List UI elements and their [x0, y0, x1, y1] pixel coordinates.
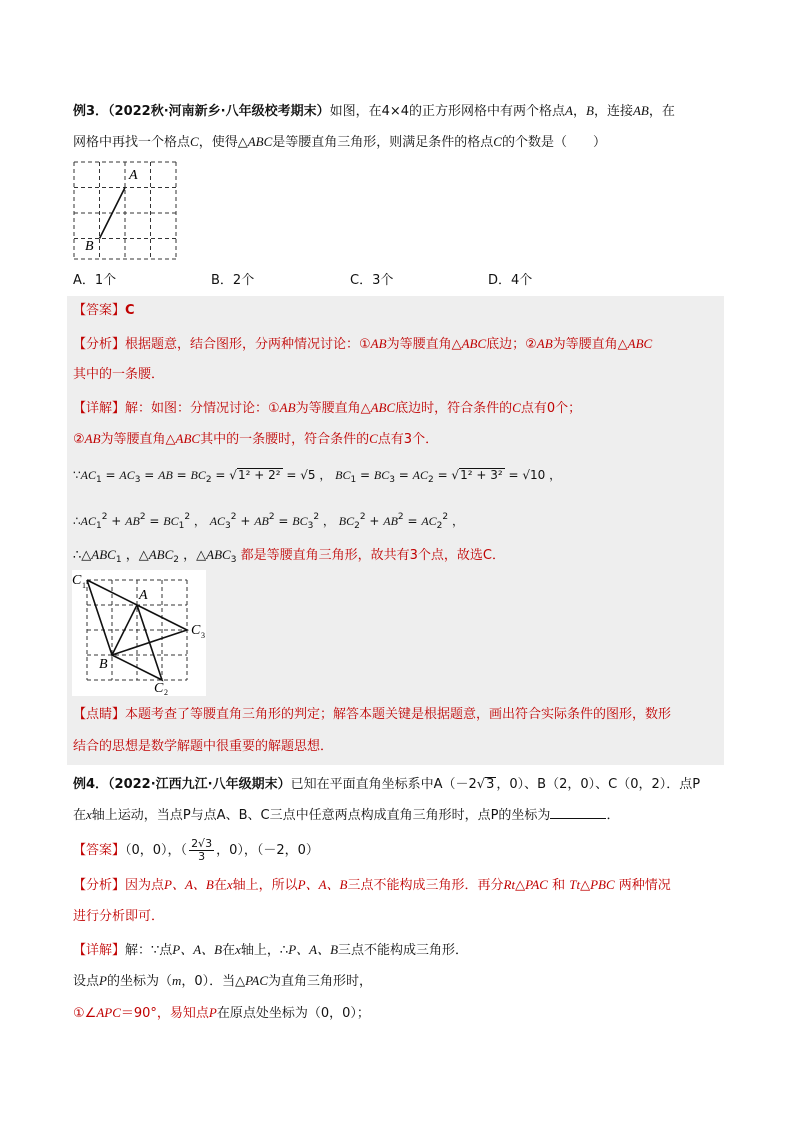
ex3-comment-line2: 结合的思想是数学解题中很重要的解题思想．	[73, 739, 334, 754]
ex3-options	[73, 272, 532, 290]
triangle-abc: ABC	[247, 134, 273, 149]
case-text: 在原点处坐标为（0，0）；	[216, 1006, 370, 1021]
angle-apc: APC	[96, 1005, 121, 1020]
point-p: P	[490, 808, 499, 823]
detail-text: 轴上，∴	[240, 943, 289, 958]
detail-text: 为等腰直角△	[100, 432, 176, 447]
answer-tag: 【答案】	[73, 843, 126, 858]
points-abc: A、B、C	[216, 808, 270, 823]
triangle-abc: ABC	[175, 431, 201, 446]
ex3-label: 例3．	[73, 104, 109, 119]
point-c: C	[369, 431, 378, 446]
label-a: A	[129, 168, 138, 183]
analysis-tag: 【分析】	[73, 337, 126, 352]
answer-tag: 【答案】	[73, 303, 126, 318]
segment-ab: AB	[84, 431, 101, 446]
segment-ab: AB	[370, 336, 387, 351]
ex3-solution-figure	[72, 570, 206, 696]
coord-c: C（0，2）．点	[608, 777, 693, 792]
triangle-abc: ABC	[461, 336, 487, 351]
detail-text: 点有3个．	[377, 432, 439, 447]
detail-text: 底边时，符合条件的	[395, 401, 513, 416]
case-text: ＝90°，易知点	[120, 1006, 209, 1021]
label-b: B	[99, 657, 108, 672]
analysis-tag: 【分析】	[73, 878, 126, 893]
analysis-text: 为等腰直角△	[386, 337, 462, 352]
coord-a-radicand: 3	[486, 777, 495, 792]
analysis-text: 底边；②	[486, 337, 537, 352]
sqrt10: √10	[522, 468, 546, 482]
point-c: C	[512, 400, 521, 415]
point-c: C	[493, 134, 502, 149]
triangle-abc: ABC	[627, 336, 653, 351]
label-c1-sub: 1	[82, 581, 86, 590]
detail-text: 设点	[73, 974, 100, 989]
detail-text: ，0）．当△	[181, 974, 246, 989]
analysis-text: 三点不能构成三角形．再分	[347, 878, 504, 893]
ex3-formula-pythagoras: $\therefore AC_1^2 + AB^2 = BC_1^2$ ， $AC_3^2 + AB^2 = BC_3^2$ ， $BC_2^2 + AB^2 = AC_2^2$ ，	[73, 512, 464, 531]
case-text: ①∠	[73, 1006, 97, 1021]
x-axis: x	[235, 942, 241, 957]
segment-ab: AB	[536, 336, 553, 351]
stem-text: ，在	[648, 104, 675, 119]
detail-text: 点有0个；	[520, 401, 582, 416]
triangle-pac: PAC	[245, 973, 269, 988]
coord-b: B（2，0）、	[537, 777, 609, 792]
option-b[interactable]: B．2个	[211, 273, 255, 288]
ex3-stem-line1	[73, 102, 675, 121]
tt-pbc: Tt△PBC	[569, 877, 615, 892]
ex3-stem-text: 如图，在4×4的正方形网格中有两个格点	[329, 104, 566, 119]
stem-text: 轴上运动，当点	[91, 808, 183, 823]
fraction-denominator: 3	[198, 850, 206, 863]
stem-text: 已知在平面直角坐标系中	[290, 777, 434, 792]
ex4-answer	[73, 838, 319, 863]
detail-text: 其中的一条腰时，符合条件的	[200, 432, 370, 447]
ex3-comment-line1	[73, 706, 671, 724]
comma: ，	[573, 104, 587, 119]
detail-text: 的坐标为（	[106, 974, 172, 989]
points-pab: P、A、B	[172, 942, 223, 957]
stem-text: 在	[73, 808, 87, 823]
comment-text: 本题考查了等腰直角三角形的判定；解答本题关键是根据题意，画出符合实际条件的图形，数形	[125, 707, 672, 722]
point-c: C	[190, 134, 199, 149]
detail-text: 解：如图：分情况讨论：①	[125, 401, 280, 416]
therefore-symbol: ∴	[73, 514, 81, 528]
option-d[interactable]: D．4个	[488, 273, 533, 288]
stem-text: ，连接	[593, 104, 633, 119]
stem-text: 的个数是（ ）	[501, 135, 606, 150]
points-pab: P、A、B	[297, 877, 348, 892]
x-axis: x	[226, 877, 233, 892]
ex3-source: （2022秋·河南新乡·八年级校考期末）	[108, 104, 330, 119]
analysis-text: 根据题意，结合图形，分两种情况讨论：①	[125, 337, 371, 352]
fraction-numerator: 2√3	[191, 837, 213, 850]
ex4-case1	[73, 1004, 370, 1023]
label-c2: C	[154, 681, 164, 696]
point-b: B	[586, 103, 594, 118]
detail-text: ②	[73, 432, 85, 447]
ex3-analysis-line2: 其中的一条腰．	[73, 367, 165, 382]
ex4-detail-line1	[73, 941, 468, 960]
ex4-stem-line2	[73, 806, 619, 825]
stem-text: 与点	[190, 808, 217, 823]
ex4-analysis-line1	[73, 876, 671, 895]
ex3-conclusion: $\therefore\triangle ABC_1$ ，$\triangle ABC_2$ ，$\triangle ABC_3$ 都是等腰直角三角形，故共有3个点，故选C．	[73, 547, 505, 565]
ex3-detail-line2	[73, 430, 438, 449]
sqrt-radicand: 1² + 2²	[237, 468, 281, 482]
ex3-formula-lengths: $\because AC_1 = AC_3$ = AB = $BC_2 = √1^2 + 2^2 = √5$ ， $BC_1 = BC_3 = AC_2 = √1^2 + 3^2 = √10$ ，	[73, 468, 562, 485]
stem-text: 是等腰直角三角形，则满足条件的格点	[272, 135, 494, 150]
sqrt5: √5	[300, 468, 316, 482]
segment-ab: AB	[279, 400, 296, 415]
segment-ab: AB	[632, 103, 649, 118]
answer-blank[interactable]	[550, 806, 606, 819]
detail-text: 为直角三角形时，	[268, 974, 373, 989]
label-b: B	[85, 239, 94, 254]
stem-text: ，使得△	[198, 135, 248, 150]
label-a: A	[139, 588, 148, 603]
ex3-answer	[73, 302, 135, 320]
answer-part: （0，0），（	[125, 843, 188, 858]
points-pab: P、A、B	[164, 877, 214, 892]
ex4-source: （2022·江西九江·八年级期末）	[108, 777, 291, 792]
ex3-detail-line1	[73, 399, 581, 418]
label-c3-sub: 3	[201, 631, 205, 640]
ex4-label: 例4．	[73, 777, 109, 792]
label-c2-sub: 2	[164, 688, 168, 696]
analysis-text: 为等腰直角△	[552, 337, 628, 352]
conclusion-text: 都是等腰直角三角形，故共有3个点，故选C．	[240, 548, 505, 563]
detail-tag: 【详解】	[73, 401, 126, 416]
ex3-stem-line2	[73, 133, 606, 152]
option-a[interactable]: A．1个	[73, 273, 117, 288]
coord-a: A（－2	[433, 777, 477, 792]
points-pab: P、A、B	[288, 942, 339, 957]
triangle-abc: ABC	[370, 400, 396, 415]
ex4-detail-line2	[73, 972, 372, 991]
detail-text: 为等腰直角△	[295, 401, 371, 416]
answer-fraction	[189, 838, 214, 863]
point-p: P	[692, 777, 701, 792]
var-m: m	[171, 973, 182, 988]
ex4-stem-line1: 例4．（2022·江西九江·八年级期末）已知在平面直角坐标系中A（－2√3 ，0）、B（2，0）、C（0，2）．点P	[73, 777, 701, 792]
x-axis: x	[86, 807, 92, 822]
because-symbol: ∵	[73, 468, 81, 482]
label-c3: C	[191, 623, 201, 638]
analysis-text: 在	[213, 878, 227, 893]
rt-pac: Rt△PAC	[503, 877, 548, 892]
label-c1: C	[72, 573, 82, 588]
comment-tag: 【点睛】	[73, 707, 126, 722]
ex3-grid-figure	[70, 158, 182, 262]
therefore-symbol: ∴	[73, 548, 82, 563]
detail-text: 三点不能构成三角形．	[338, 943, 469, 958]
option-c[interactable]: C．3个	[350, 273, 394, 288]
answer-part: ，0），（－2，0）	[216, 843, 319, 858]
point-a: A	[565, 103, 573, 118]
detail-tag: 【详解】	[73, 943, 126, 958]
stem-text: 的坐标为	[498, 808, 551, 823]
analysis-text: 和	[552, 878, 566, 893]
ex3-analysis-line1	[73, 335, 652, 354]
sqrt-radicand: 1² + 3²	[460, 468, 503, 482]
answer-value: C	[125, 303, 135, 318]
stem-text: 三点中任意两点构成直角三角形时，点	[269, 808, 491, 823]
stem-text: 网格中再找一个格点	[73, 135, 191, 150]
detail-text: 解：∵点	[125, 943, 173, 958]
point-p: P	[99, 973, 107, 988]
ex4-analysis-line2: 进行分析即可．	[73, 909, 165, 924]
analysis-text: 因为点	[125, 878, 165, 893]
analysis-text: 两种情况	[618, 878, 671, 893]
detail-text: 在	[222, 943, 236, 958]
analysis-text: 轴上，所以	[232, 878, 298, 893]
point-p: P	[208, 1005, 217, 1020]
stem-text: ．	[606, 808, 620, 823]
coord-a-end: ，0）、	[496, 777, 538, 792]
point-p: P	[182, 808, 191, 823]
